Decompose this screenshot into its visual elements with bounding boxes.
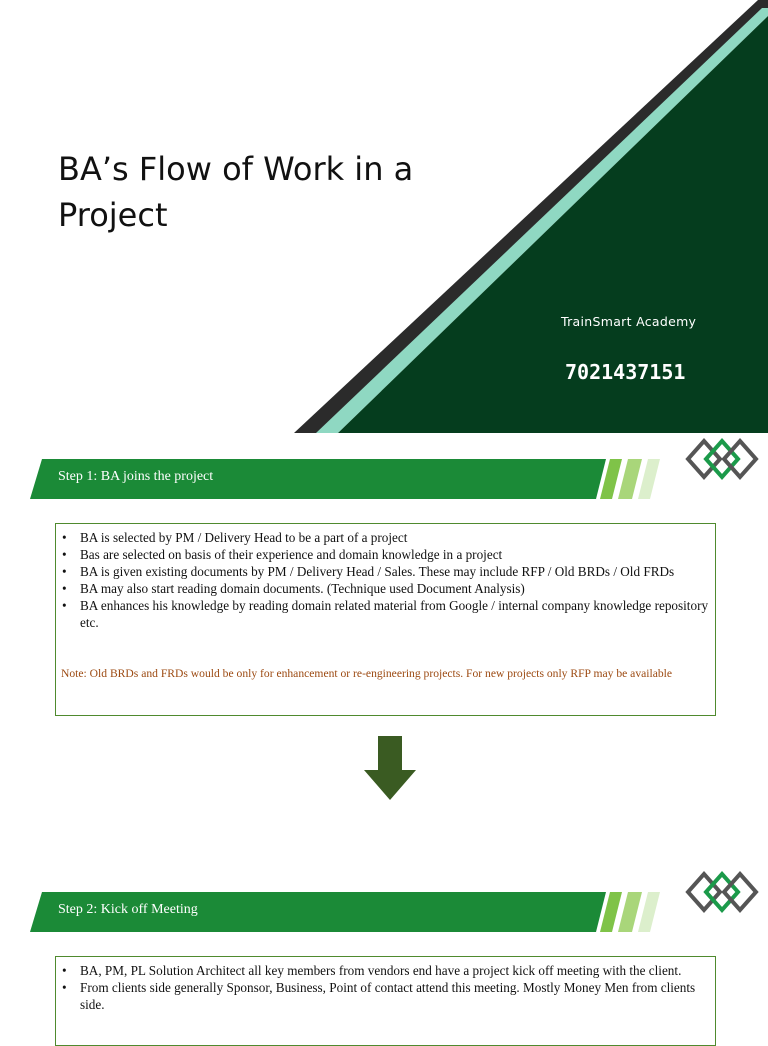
arrow-down-icon: [364, 736, 416, 800]
bullet-item: • Bas are selected on basis of their experience and domain knowledge in a project: [56, 546, 715, 563]
page-title: BA’s Flow of Work in a Project: [58, 150, 414, 234]
phone-number: 7021437151: [565, 360, 686, 384]
bullet-item: • From clients side generally Sponsor, Business, Point of contact attend this meeting. Mostly Money Men from clients side.: [56, 979, 715, 1013]
diamond-chain-icon: [682, 437, 762, 481]
step-1-note: Note: Old BRDs and FRDs would be only for enhancement or re-engineering projects. For new projects only RFP may be available: [61, 667, 673, 680]
bullet-item: • BA is selected by PM / Delivery Head to be a part of a project: [56, 529, 715, 546]
organization-name: TrainSmart Academy: [561, 314, 697, 329]
bullet-item: • BA is given existing documents by PM / Delivery Head / Sales. These may include RFP / Old BRDs / Old FRDs: [56, 563, 715, 580]
step-2-label: Step 2: Kick off Meeting: [58, 902, 198, 917]
bullet-item: • BA, PM, PL Solution Architect all key members from vendors end have a project kick off meeting with the client.: [56, 962, 715, 979]
step-2-content: [55, 956, 716, 1046]
step-1-bullets: [56, 529, 715, 631]
step-1-content: [55, 523, 716, 716]
bullet-item: • BA may also start reading domain documents. (Technique used Document Analysis): [56, 580, 715, 597]
step-2-banner: [30, 892, 670, 932]
step-1-banner: [30, 459, 670, 499]
step-2-bullets: [56, 962, 715, 1013]
diamond-chain-icon: [682, 870, 762, 914]
step-1-label: Step 1: BA joins the project: [58, 469, 214, 484]
bullet-item: • BA enhances his knowledge by reading domain related material from Google / internal company knowledge repository etc.: [56, 597, 715, 631]
